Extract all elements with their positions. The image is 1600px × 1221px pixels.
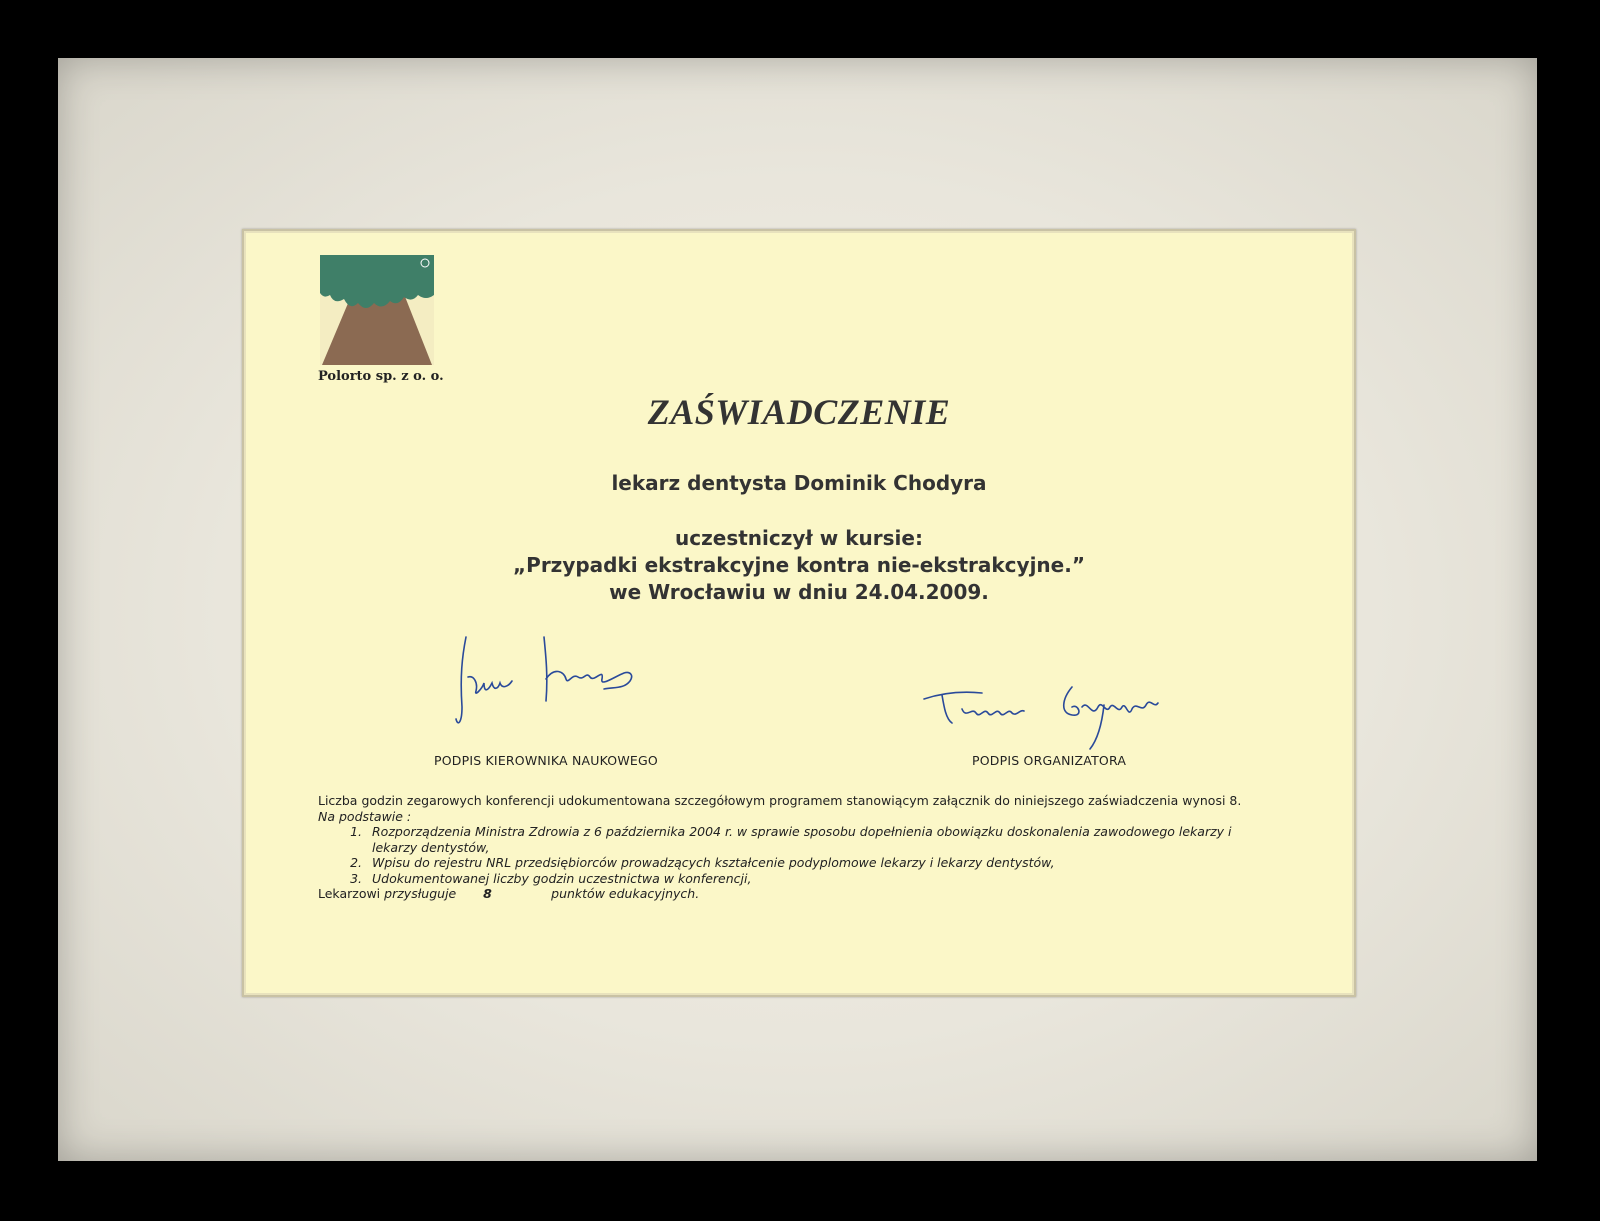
- points-value: 8: [483, 886, 492, 901]
- points-suffix: punktów edukacyjnych.: [551, 886, 700, 901]
- notes-section: [318, 793, 1278, 902]
- organizer-signature-label: PODPIS ORGANIZATORA: [972, 753, 1127, 768]
- basis-heading: Na podstawie :: [318, 808, 412, 824]
- certificate-title: ZAŚWIADCZENIE: [647, 392, 951, 432]
- company-name: Polorto sp. z o. o.: [318, 369, 444, 384]
- education-points-line: [318, 886, 1278, 902]
- basis-item: 3. Udokumentowanej liczby godzin uczestnictwa w konferencji,: [366, 871, 1278, 887]
- place-date: we Wrocławiu w dniu 24.04.2009.: [609, 580, 989, 604]
- company-logo: [320, 255, 434, 365]
- scientific-head-signature-label: PODPIS KIEROWNIKA NAUKOWEGO: [434, 753, 658, 768]
- signature-scientific-head: [454, 627, 654, 737]
- hours-statement: Liczba godzin zegarowych konferencji udokumentowana szczegółowym programem stanowiącym załącznik do niniejszego zaświadczenia wynosi 8.: [318, 793, 1242, 808]
- certificate-document: [242, 229, 1356, 997]
- points-prefix: Lekarzowi: [318, 886, 381, 901]
- basis-list: [318, 824, 1278, 886]
- basis-item: 2. Wpisu do rejestru NRL przedsiębiorców prowadzących kształcenie podyplomowe lekarzy i lekarzy dentystów,: [366, 855, 1278, 871]
- course-info: [244, 525, 1354, 606]
- basis-item: 1. Rozporządzenia Ministra Zdrowia z 6 października 2004 r. w sprawie sposobu dopełnienia obowiązku doskonalenia zawodowego lekarzy i lekarzy dentystów,: [366, 824, 1278, 855]
- signature-organizer: [922, 679, 1192, 759]
- points-verb: przysługuje: [384, 886, 457, 901]
- recipient-name: lekarz dentysta Dominik Chodyra: [611, 471, 987, 495]
- course-title: „Przypadki ekstrakcyjne kontra nie-ekstrakcyjne.”: [513, 553, 1085, 577]
- participation-text: uczestniczył w kursie:: [675, 526, 923, 550]
